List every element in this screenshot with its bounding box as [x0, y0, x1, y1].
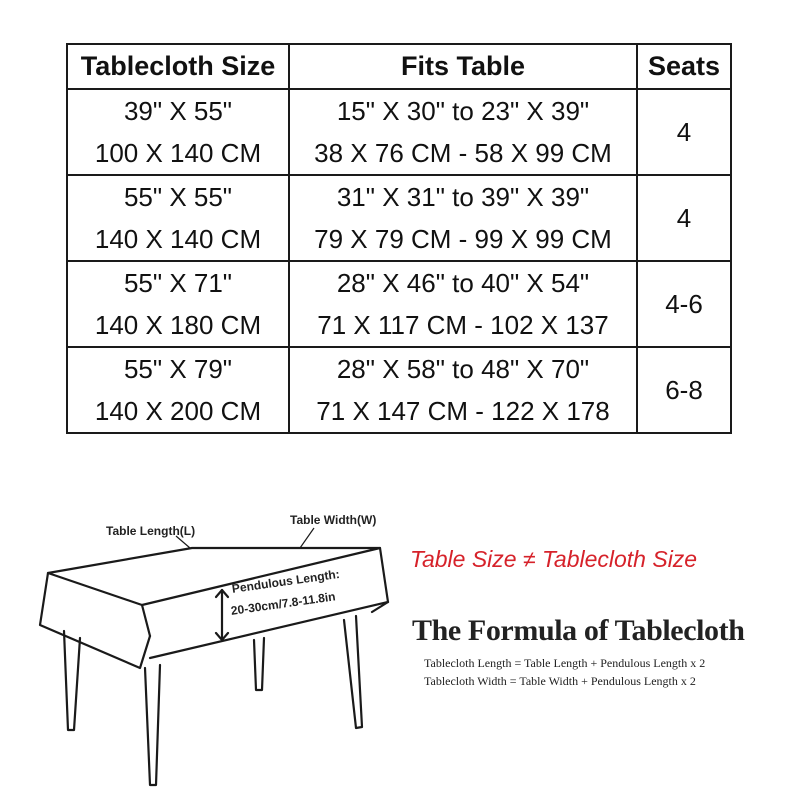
tablecloth-size-cell [67, 89, 289, 175]
header-fits-table: Fits Table [289, 44, 637, 89]
fits-table-cell [289, 261, 637, 347]
fits-inches: 28" X 58" to 48" X 70" [336, 354, 590, 384]
fits-table-cell [289, 89, 637, 175]
pendulous-length-label: Pendulous Length: [231, 566, 341, 596]
formula-title: The Formula of Tablecloth [412, 614, 745, 647]
seats-cell: 4 [637, 175, 731, 261]
size-cm: 140 X 180 CM [94, 310, 262, 340]
size-inches: 39" X 55" [123, 96, 233, 126]
table-header-row [67, 44, 731, 89]
table-row [67, 89, 731, 175]
fits-inches: 28" X 46" to 40" X 54" [336, 268, 590, 298]
tablecloth-size-cell [67, 347, 289, 433]
tablecloth-size-cell [67, 261, 289, 347]
size-chart-table [66, 43, 732, 434]
pendulous-length-value: 20-30cm/7.8-11.8in [230, 589, 337, 618]
size-inches: 55" X 71" [123, 268, 233, 298]
table-length-label: Table Length(L) [106, 524, 196, 538]
width-pointer [300, 528, 314, 548]
table-row [67, 261, 731, 347]
fits-table-cell [289, 347, 637, 433]
size-cm: 140 X 140 CM [94, 224, 262, 254]
table-leg-back-right [344, 616, 362, 728]
header-tablecloth-size: Tablecloth Size [67, 44, 289, 89]
size-cm: 100 X 140 CM [94, 138, 262, 168]
fits-table-cell [289, 175, 637, 261]
table-width-label: Table Width(W) [290, 513, 377, 527]
table-leg-back-middle [254, 638, 264, 690]
tablecloth-size-cell [67, 175, 289, 261]
size-cm: 140 X 200 CM [94, 396, 262, 426]
fits-inches: 31" X 31" to 39" X 39" [336, 182, 590, 212]
table-row [67, 347, 731, 433]
fits-cm: 71 X 147 CM - 122 X 178 [316, 396, 610, 426]
table-leg-front-left [64, 631, 80, 730]
seats-cell: 4 [637, 89, 731, 175]
size-inches: 55" X 55" [123, 182, 233, 212]
fits-cm: 79 X 79 CM - 99 X 99 CM [314, 224, 612, 254]
header-seats: Seats [637, 44, 731, 89]
size-inequality-note: Table Size ≠ Tablecloth Size [410, 546, 698, 572]
width-formula: Tablecloth Width = Table Width + Pendulous Length x 2 [424, 674, 696, 688]
table-leg-front-right [145, 665, 160, 785]
seats-cell: 4-6 [637, 261, 731, 347]
seats-cell: 6-8 [637, 347, 731, 433]
fits-cm: 38 X 76 CM - 58 X 99 CM [314, 138, 612, 168]
table-row [67, 175, 731, 261]
fits-inches: 15" X 30" to 23" X 39" [336, 96, 590, 126]
tablecloth-front-drape [40, 573, 150, 668]
fits-cm: 71 X 117 CM - 102 X 137 [317, 310, 609, 340]
size-inches: 55" X 79" [123, 354, 233, 384]
length-formula: Tablecloth Length = Table Length + Pendulous Length x 2 [424, 656, 706, 670]
